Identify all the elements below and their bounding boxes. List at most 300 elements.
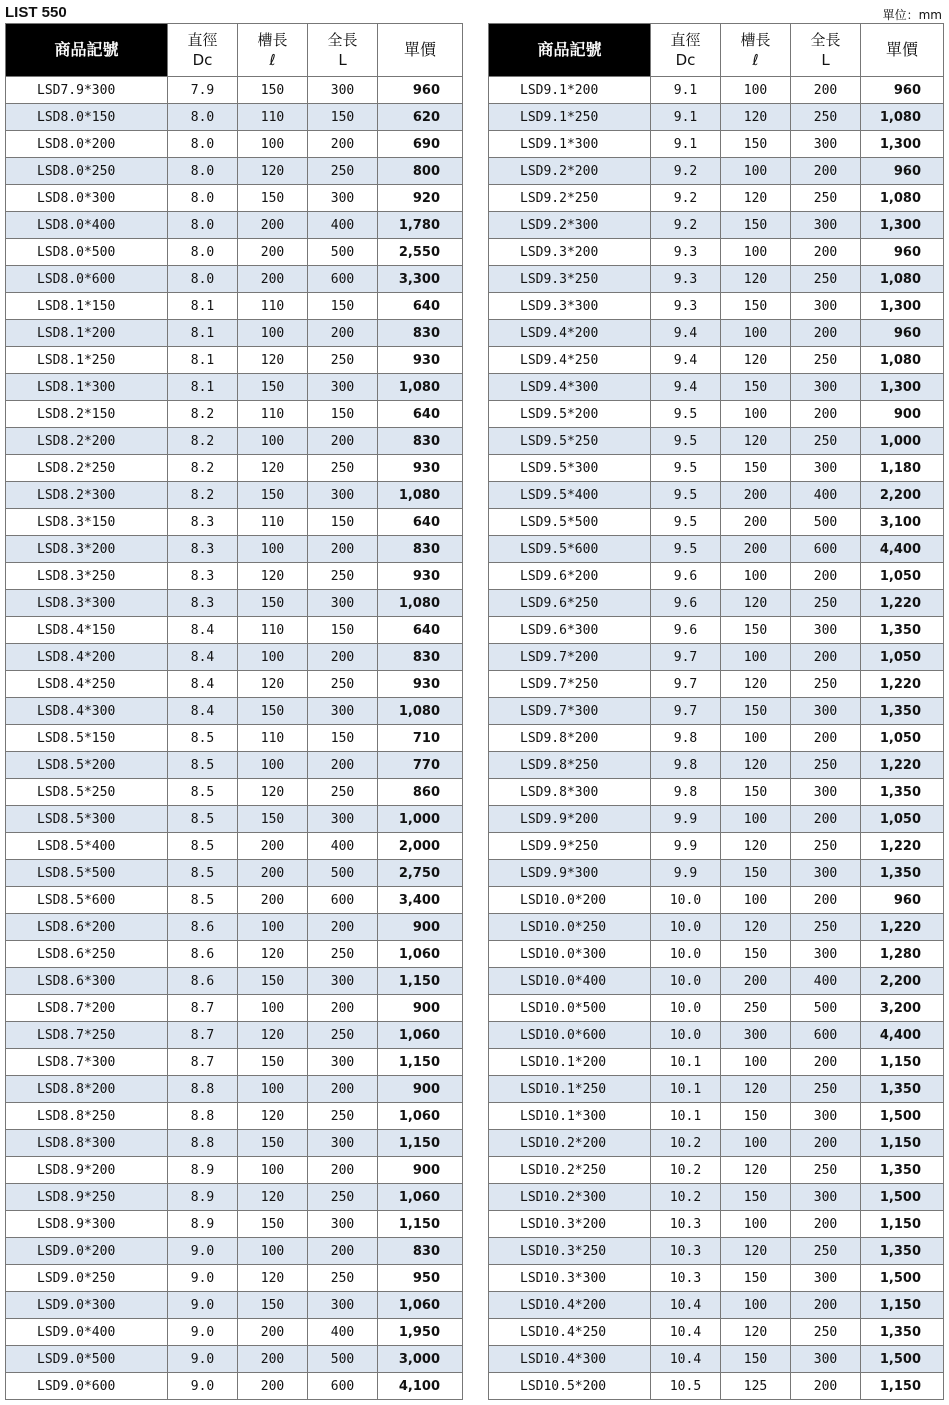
flute-length-cell: 100 [721,1211,791,1238]
header-total-top: 全長 [327,31,358,49]
table-row [6,374,463,401]
diameter-cell: 9.0 [168,1319,238,1346]
diameter-cell: 9.5 [651,482,721,509]
diameter-cell: 9.7 [651,671,721,698]
total-length-cell: 300 [791,1346,861,1373]
table-row [489,1022,944,1049]
header-dc-bottom: Dc [192,51,213,69]
diameter-cell: 10.3 [651,1238,721,1265]
table-row [6,698,463,725]
total-length-cell: 200 [791,1049,861,1076]
code-cell: LSD8.6*250 [6,941,168,968]
price-cell: 930 [378,455,463,482]
code-cell: LSD10.4*300 [489,1346,651,1373]
code-cell: LSD9.1*250 [489,104,651,131]
table-row [489,131,944,158]
flute-length-cell: 100 [721,563,791,590]
table-row [6,887,463,914]
flute-length-cell: 100 [721,644,791,671]
diameter-cell: 10.0 [651,1022,721,1049]
table-row [6,104,463,131]
total-length-cell: 300 [791,293,861,320]
price-cell: 3,200 [861,995,944,1022]
table-row [6,293,463,320]
price-cell: 1,220 [861,752,944,779]
total-length-cell: 400 [308,1319,378,1346]
code-cell: LSD8.3*150 [6,509,168,536]
table-row [489,347,944,374]
diameter-cell: 8.3 [168,509,238,536]
flute-length-cell: 110 [238,725,308,752]
price-cell: 710 [378,725,463,752]
flute-length-cell: 110 [238,104,308,131]
code-cell: LSD9.3*300 [489,293,651,320]
code-cell: LSD9.1*300 [489,131,651,158]
table-row [489,1049,944,1076]
diameter-cell: 8.1 [168,320,238,347]
flute-length-cell: 150 [721,698,791,725]
code-cell: LSD10.2*250 [489,1157,651,1184]
total-length-cell: 300 [308,185,378,212]
flute-length-cell: 150 [721,1346,791,1373]
diameter-cell: 8.8 [168,1130,238,1157]
price-cell: 900 [861,401,944,428]
diameter-cell: 8.8 [168,1103,238,1130]
price-cell: 4,100 [378,1373,463,1400]
flute-length-cell: 100 [238,995,308,1022]
price-cell: 1,080 [861,185,944,212]
flute-length-cell: 150 [721,860,791,887]
total-length-cell: 400 [308,833,378,860]
price-cell: 1,050 [861,806,944,833]
total-length-cell: 250 [791,1157,861,1184]
code-cell: LSD8.5*300 [6,806,168,833]
total-length-cell: 200 [791,887,861,914]
table-row [489,1157,944,1184]
price-cell: 1,060 [378,1103,463,1130]
code-cell: LSD8.0*250 [6,158,168,185]
diameter-cell: 10.1 [651,1103,721,1130]
diameter-cell: 10.0 [651,941,721,968]
diameter-cell: 9.5 [651,401,721,428]
diameter-cell: 9.0 [168,1373,238,1400]
total-length-cell: 250 [308,1184,378,1211]
table-row [6,1049,463,1076]
code-cell: LSD10.0*600 [489,1022,651,1049]
total-length-cell: 150 [308,293,378,320]
price-cell: 1,350 [861,1319,944,1346]
price-cell: 900 [378,995,463,1022]
header-price: 單價 [861,24,944,77]
total-length-cell: 200 [791,806,861,833]
diameter-cell: 8.4 [168,617,238,644]
table-row [6,536,463,563]
flute-length-cell: 150 [238,1130,308,1157]
total-length-cell: 250 [308,347,378,374]
diameter-cell: 9.3 [651,239,721,266]
diameter-cell: 9.5 [651,536,721,563]
diameter-cell: 8.0 [168,185,238,212]
flute-length-cell: 120 [721,590,791,617]
flute-length-cell: 150 [721,941,791,968]
code-cell: LSD8.5*250 [6,779,168,806]
code-cell: LSD9.0*200 [6,1238,168,1265]
total-length-cell: 300 [791,941,861,968]
flute-length-cell: 100 [721,1292,791,1319]
code-cell: LSD9.8*200 [489,725,651,752]
diameter-cell: 8.2 [168,482,238,509]
total-length-cell: 200 [308,995,378,1022]
price-cell: 800 [378,158,463,185]
code-cell: LSD10.0*300 [489,941,651,968]
price-cell: 3,000 [378,1346,463,1373]
code-cell: LSD8.5*150 [6,725,168,752]
table-row [6,428,463,455]
price-cell: 900 [378,1076,463,1103]
flute-length-cell: 120 [238,158,308,185]
diameter-cell: 9.2 [651,212,721,239]
diameter-cell: 9.1 [651,131,721,158]
code-cell: LSD8.6*300 [6,968,168,995]
diameter-cell: 8.5 [168,887,238,914]
price-cell: 1,060 [378,941,463,968]
price-cell: 640 [378,617,463,644]
price-cell: 1,500 [861,1346,944,1373]
diameter-cell: 8.5 [168,833,238,860]
code-cell: LSD8.8*300 [6,1130,168,1157]
table-row [6,968,463,995]
header-total-bottom: L [821,51,830,69]
price-cell: 640 [378,293,463,320]
table-row [6,833,463,860]
flute-length-cell: 200 [238,212,308,239]
price-cell: 1,350 [861,860,944,887]
total-length-cell: 200 [791,563,861,590]
table-row [6,158,463,185]
table-row [489,563,944,590]
total-length-cell: 300 [308,482,378,509]
diameter-cell: 9.7 [651,644,721,671]
total-length-cell: 200 [791,239,861,266]
price-cell: 930 [378,347,463,374]
price-cell: 2,750 [378,860,463,887]
table-row [6,779,463,806]
total-length-cell: 200 [791,401,861,428]
code-cell: LSD8.7*200 [6,995,168,1022]
price-cell: 830 [378,320,463,347]
code-cell: LSD9.7*300 [489,698,651,725]
price-cell: 1,350 [861,1076,944,1103]
table-row [489,698,944,725]
diameter-cell: 8.1 [168,374,238,401]
table-row [6,131,463,158]
header-len-top: 槽長 [740,31,771,49]
code-cell: LSD9.0*250 [6,1265,168,1292]
total-length-cell: 150 [308,617,378,644]
flute-length-cell: 150 [238,1292,308,1319]
code-cell: LSD9.1*200 [489,77,651,104]
total-length-cell: 500 [308,239,378,266]
code-cell: LSD8.5*500 [6,860,168,887]
code-cell: LSD8.9*250 [6,1184,168,1211]
diameter-cell: 9.3 [651,293,721,320]
header-code: 商品記號 [6,24,168,77]
flute-length-cell: 150 [721,131,791,158]
table-row [489,806,944,833]
diameter-cell: 9.1 [651,77,721,104]
code-cell: LSD10.1*300 [489,1103,651,1130]
table-row [489,401,944,428]
diameter-cell: 9.2 [651,158,721,185]
total-length-cell: 600 [308,266,378,293]
total-length-cell: 200 [308,1238,378,1265]
diameter-cell: 8.0 [168,266,238,293]
price-cell: 1,050 [861,644,944,671]
flute-length-cell: 100 [238,752,308,779]
diameter-cell: 9.6 [651,563,721,590]
table-row [6,1130,463,1157]
total-length-cell: 250 [308,1103,378,1130]
flute-length-cell: 100 [238,914,308,941]
code-cell: LSD9.0*500 [6,1346,168,1373]
flute-length-cell: 125 [721,1373,791,1400]
flute-length-cell: 200 [238,1373,308,1400]
flute-length-cell: 150 [721,1265,791,1292]
table-row [489,860,944,887]
table-row [6,185,463,212]
price-cell: 1,080 [378,374,463,401]
flute-length-cell: 120 [721,428,791,455]
price-cell: 1,150 [378,1211,463,1238]
flute-length-cell: 120 [721,752,791,779]
header-dc-bottom: Dc [675,51,696,69]
code-cell: LSD9.8*300 [489,779,651,806]
table-row [6,455,463,482]
unit-label: 單位：mm [882,8,942,22]
diameter-cell: 8.4 [168,698,238,725]
code-cell: LSD8.9*300 [6,1211,168,1238]
table-row [6,1211,463,1238]
table-row [489,752,944,779]
diameter-cell: 8.1 [168,347,238,374]
total-length-cell: 250 [791,833,861,860]
flute-length-cell: 200 [721,482,791,509]
price-cell: 1,080 [378,590,463,617]
price-cell: 4,400 [861,536,944,563]
price-cell: 1,050 [861,725,944,752]
table-row [6,401,463,428]
code-cell: LSD8.4*200 [6,644,168,671]
flute-length-cell: 200 [238,1319,308,1346]
table-row [6,266,463,293]
table-row [6,644,463,671]
flute-length-cell: 150 [721,1184,791,1211]
header-len-bottom: ℓ [269,51,276,69]
code-cell: LSD8.0*400 [6,212,168,239]
diameter-cell: 9.0 [168,1292,238,1319]
total-length-cell: 400 [308,212,378,239]
diameter-cell: 8.0 [168,131,238,158]
total-length-cell: 200 [308,320,378,347]
diameter-cell: 9.1 [651,104,721,131]
table-row [489,455,944,482]
code-cell: LSD7.9*300 [6,77,168,104]
total-length-cell: 200 [791,320,861,347]
code-cell: LSD8.4*250 [6,671,168,698]
price-cell: 1,220 [861,590,944,617]
table-row [6,1103,463,1130]
code-cell: LSD10.2*200 [489,1130,651,1157]
table-row [489,941,944,968]
price-cell: 640 [378,509,463,536]
price-cell: 1,500 [861,1103,944,1130]
flute-length-cell: 100 [721,806,791,833]
flute-length-cell: 120 [721,185,791,212]
price-cell: 2,200 [861,482,944,509]
total-length-cell: 200 [791,1130,861,1157]
flute-length-cell: 120 [238,779,308,806]
code-cell: LSD9.3*200 [489,239,651,266]
price-cell: 1,300 [861,374,944,401]
total-length-cell: 600 [791,1022,861,1049]
flute-length-cell: 150 [238,698,308,725]
page-title: LIST 550 [5,4,67,21]
flute-length-cell: 100 [721,320,791,347]
price-cell: 860 [378,779,463,806]
total-length-cell: 500 [308,1346,378,1373]
price-cell: 900 [378,914,463,941]
diameter-cell: 8.0 [168,212,238,239]
price-cell: 4,400 [861,1022,944,1049]
flute-length-cell: 150 [238,806,308,833]
code-cell: LSD9.4*200 [489,320,651,347]
flute-length-cell: 250 [721,995,791,1022]
total-length-cell: 250 [308,1022,378,1049]
code-cell: LSD9.6*250 [489,590,651,617]
price-cell: 1,060 [378,1022,463,1049]
flute-length-cell: 150 [721,374,791,401]
table-row [6,1076,463,1103]
price-table-left [5,23,463,1400]
total-length-cell: 200 [308,1076,378,1103]
diameter-cell: 10.5 [651,1373,721,1400]
code-cell: LSD9.3*250 [489,266,651,293]
total-length-cell: 200 [791,77,861,104]
total-length-cell: 250 [791,590,861,617]
code-cell: LSD8.1*250 [6,347,168,374]
flute-length-cell: 150 [721,293,791,320]
flute-length-cell: 120 [721,347,791,374]
table-row [489,725,944,752]
flute-length-cell: 120 [721,1238,791,1265]
price-cell: 960 [861,239,944,266]
diameter-cell: 8.1 [168,293,238,320]
flute-length-cell: 150 [721,779,791,806]
flute-length-cell: 150 [721,455,791,482]
table-row [6,347,463,374]
total-length-cell: 250 [791,266,861,293]
diameter-cell: 10.1 [651,1049,721,1076]
diameter-cell: 9.2 [651,185,721,212]
price-cell: 1,220 [861,671,944,698]
total-length-cell: 200 [308,914,378,941]
code-cell: LSD10.3*250 [489,1238,651,1265]
total-length-cell: 250 [791,347,861,374]
flute-length-cell: 120 [721,833,791,860]
code-cell: LSD9.6*300 [489,617,651,644]
total-length-cell: 150 [308,104,378,131]
table-header-row [6,24,463,77]
price-cell: 1,150 [861,1130,944,1157]
code-cell: LSD10.3*200 [489,1211,651,1238]
code-cell: LSD8.0*150 [6,104,168,131]
table-row [6,563,463,590]
diameter-cell: 8.2 [168,401,238,428]
price-cell: 830 [378,536,463,563]
total-length-cell: 300 [308,1292,378,1319]
total-length-cell: 150 [308,401,378,428]
code-cell: LSD9.9*200 [489,806,651,833]
price-cell: 960 [861,320,944,347]
diameter-cell: 8.3 [168,590,238,617]
price-cell: 1,350 [861,1238,944,1265]
diameter-cell: 8.4 [168,671,238,698]
table-row [6,617,463,644]
flute-length-cell: 110 [238,509,308,536]
table-row [6,482,463,509]
price-cell: 1,080 [861,266,944,293]
diameter-cell: 9.9 [651,806,721,833]
header-total-length [791,24,861,77]
total-length-cell: 300 [791,1184,861,1211]
diameter-cell: 8.5 [168,779,238,806]
total-length-cell: 250 [791,1238,861,1265]
price-cell: 1,300 [861,212,944,239]
diameter-cell: 9.0 [168,1346,238,1373]
flute-length-cell: 120 [721,1319,791,1346]
total-length-cell: 300 [791,698,861,725]
diameter-cell: 9.4 [651,320,721,347]
table-row [489,536,944,563]
price-cell: 2,000 [378,833,463,860]
price-cell: 1,150 [861,1373,944,1400]
diameter-cell: 8.5 [168,752,238,779]
table-row [489,239,944,266]
diameter-cell: 8.2 [168,428,238,455]
diameter-cell: 8.4 [168,644,238,671]
total-length-cell: 200 [308,1157,378,1184]
code-cell: LSD9.9*250 [489,833,651,860]
code-cell: LSD9.4*300 [489,374,651,401]
total-length-cell: 200 [791,158,861,185]
diameter-cell: 9.8 [651,752,721,779]
flute-length-cell: 120 [721,1157,791,1184]
price-cell: 1,060 [378,1292,463,1319]
table-row [489,185,944,212]
total-length-cell: 250 [791,671,861,698]
diameter-cell: 9.4 [651,374,721,401]
price-cell: 1,180 [861,455,944,482]
table-row [489,1319,944,1346]
flute-length-cell: 120 [238,671,308,698]
flute-length-cell: 120 [238,455,308,482]
table-row [489,1265,944,1292]
price-cell: 1,350 [861,698,944,725]
code-cell: LSD10.1*200 [489,1049,651,1076]
price-cell: 2,200 [861,968,944,995]
code-cell: LSD10.2*300 [489,1184,651,1211]
table-row [489,1238,944,1265]
